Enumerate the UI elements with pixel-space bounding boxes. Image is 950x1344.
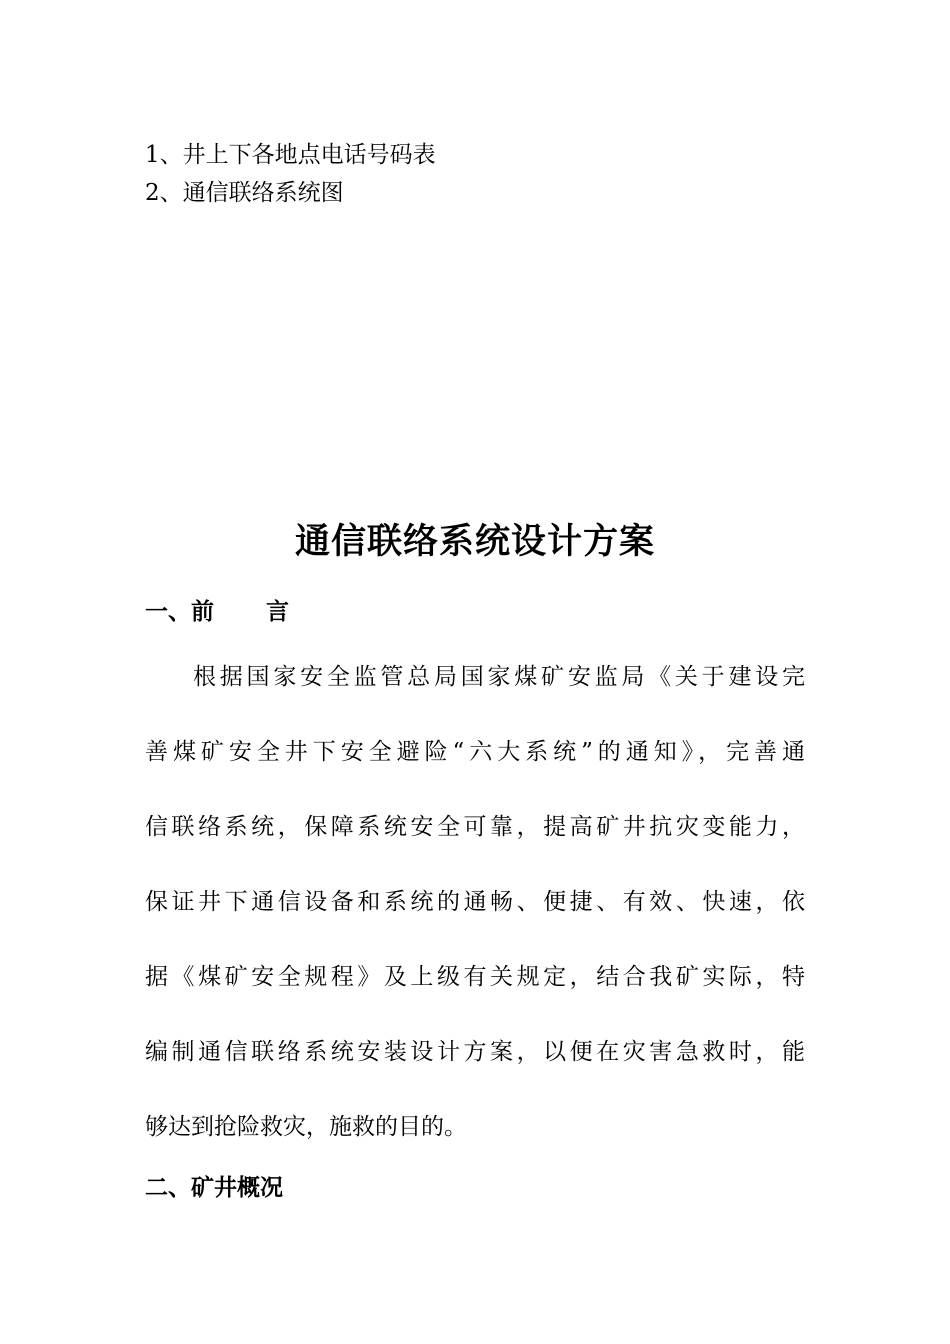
attachment-list (145, 136, 436, 212)
paragraph-line: 够达到抢险救灾，施救的目的。 (145, 1114, 467, 1140)
paragraph-line: 善煤矿安全井下安全避险“六大系统”的通知》，完善通 (145, 739, 805, 765)
section-heading-preface (145, 597, 289, 627)
preface-paragraph (145, 651, 805, 1176)
attachment-item-system-diagram: 2、通信联络系统图 (145, 180, 344, 206)
paragraph-line: 据《煤矿安全规程》及上级有关规定，结合我矿实际，特 (145, 964, 805, 990)
attachment-item-phone-list: 1、井上下各地点电话号码表 (145, 142, 436, 168)
paragraph-line: 根据国家安全监管总局国家煤矿安监局《关于建设完 (193, 664, 805, 690)
paragraph-line: 编制通信联络系统安装设计方案，以便在灾害急救时，能 (145, 1039, 805, 1065)
section-heading-preface-word: 言 (266, 598, 289, 625)
paragraph-line: 信联络系统，保障系统安全可靠，提高矿井抗灾变能力， (145, 814, 805, 840)
paragraph-line: 保证井下通信设备和系统的通畅、便捷、有效、快速，依 (145, 889, 805, 915)
document-title: 通信联络系统设计方案 (294, 521, 655, 562)
section-heading-preface-number: 一、前 (145, 598, 214, 625)
section-heading-mine-overview: 二、矿井概况 (145, 1174, 283, 1201)
